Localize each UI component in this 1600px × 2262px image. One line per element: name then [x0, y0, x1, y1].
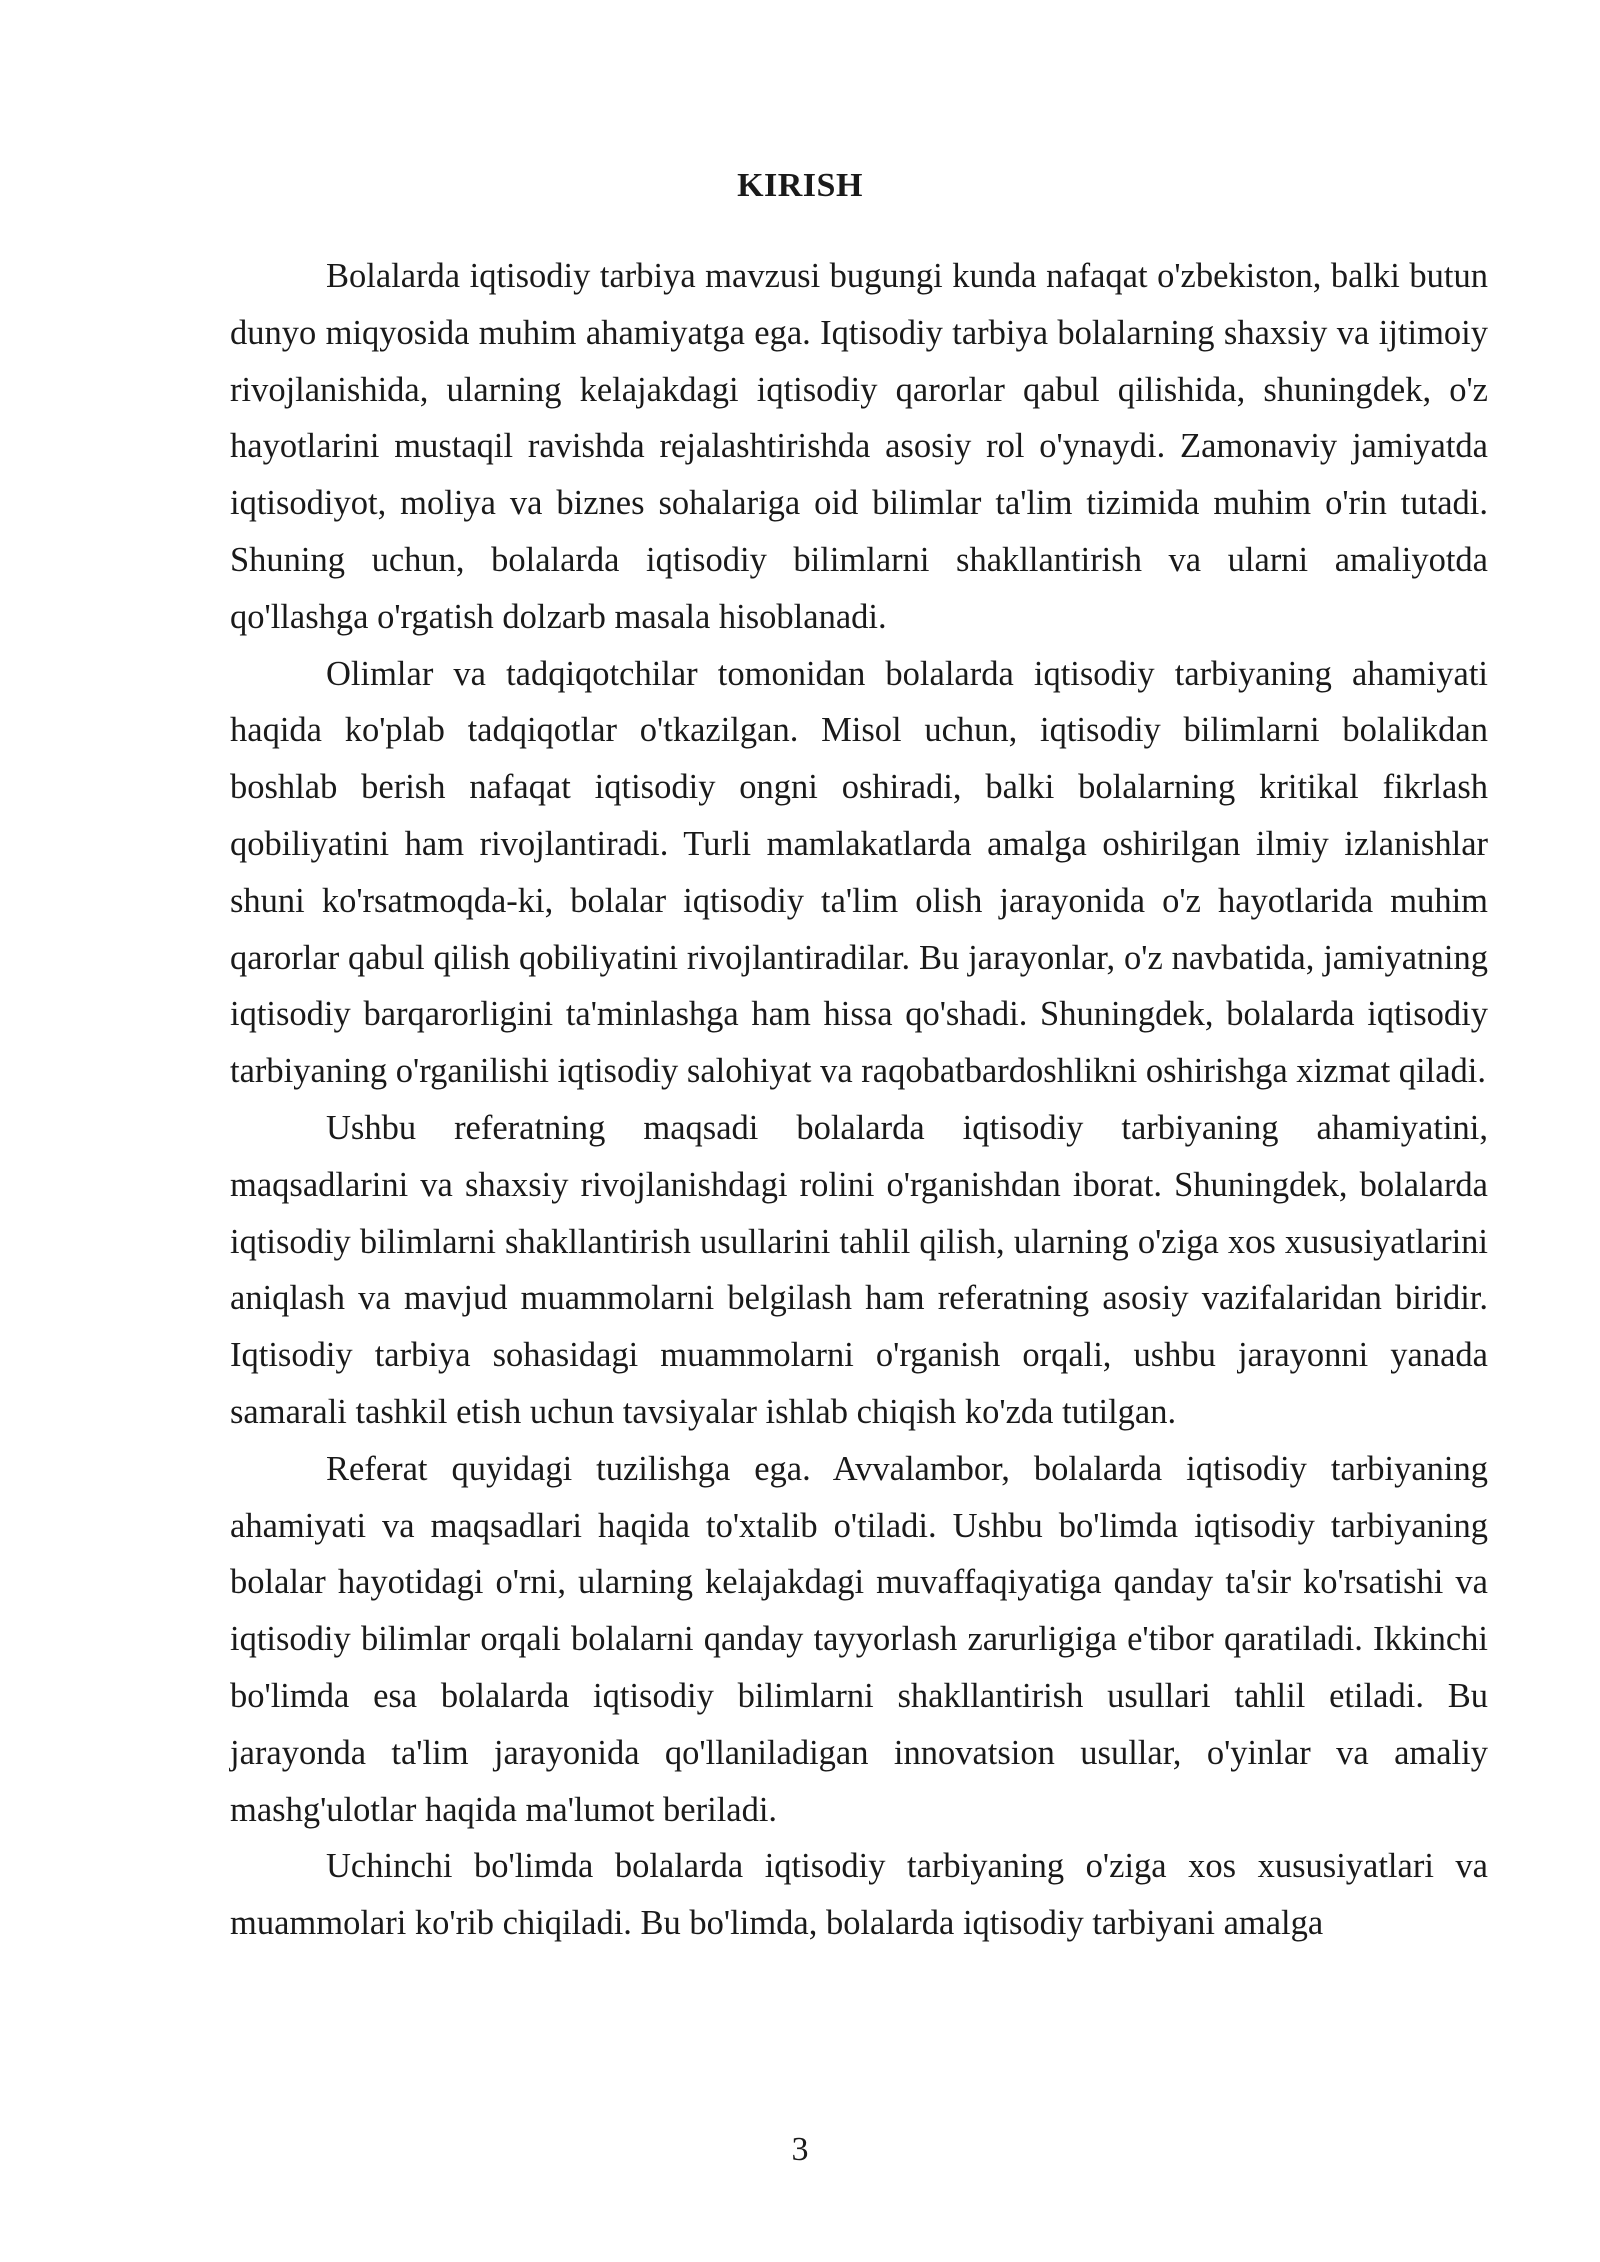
paragraph-4: Referat quyidagi tuzilishga ega. Avvalambor, bolalarda iqtisodiy tarbiyaning ahamiyati va maqsadlari haqida to'xtalib o'tiladi. Ushbu bo'limda iqtisodiy tarbiyaning bolalar hayotidagi o'rni, ularning kelajakdagi muvaffaqiyatiga qanday ta'sir ko'rsatishi va iqtisodiy bilimlar orqali bolalarni qanday tayyorlash zarurligiga e'tibor qaratiladi. Ikkinchi bo'limda esa bolalarda iqtisodiy bilimlarni shakllantirish usullari tahlil etiladi. Bu jarayonda ta'lim jarayonida qo'llaniladigan innovatsion usullar, o'yinlar va amaliy mashg'ulotlar haqida ma'lumot beriladi.	[230, 1449, 1488, 1829]
page-number: 3	[791, 2131, 809, 2168]
paragraph-1: Bolalarda iqtisodiy tarbiya mavzusi bugungi kunda nafaqat o'zbekiston, balki butun dunyo miqyosida muhim ahamiyatga ega. Iqtisodiy tarbiya bolalarning shaxsiy va ijtimoiy rivojlanishida, ularning kelajakdagi iqtisodiy qarorlar qabul qilishida, shuningdek, o'z hayotlarini mustaqil ravishda rejalashtirishda asosiy rol o'ynaydi. Zamonaviy jamiyatda iqtisodiyot, moliya va biznes sohalariga oid bilimlar ta'lim tizimida muhim o'rin tutadi. Shuning uchun, bolalarda iqtisodiy bilimlarni shakllantirish va ularni amaliyotda qo'llashga o'rgatish dolzarb masala hisoblanadi.	[230, 257, 1488, 636]
paragraph-5: Uchinchi bo'limda bolalarda iqtisodiy tarbiyaning o'ziga xos xususiyatlari va muammolari ko'rib chiqiladi. Bu bo'limda, bolalarda iqtisodiy tarbiyani amalga	[230, 1847, 1488, 1943]
body-text	[230, 248, 1488, 1952]
paragraph-3: Ushbu referatning maqsadi bolalarda iqtisodiy tarbiyaning ahamiyatini, maqsadlarini va shaxsiy rivojlanishdagi rolini o'rganishdan iborat. Shuningdek, bolalarda iqtisodiy bilimlarni shakllantirish usullarini tahlil qilish, ularning o'ziga xos xususiyatlarini aniqlash va mavjud muammolarni belgilash ham referatning asosiy vazifalaridan biridir. Iqtisodiy tarbiya sohasidagi muammolarni o'rganish orqali, ushbu jarayonni yanada samarali tashkil etish uchun tavsiyalar ishlab chiqish ko'zda tutilgan.	[230, 1108, 1488, 1431]
paragraph-2: Olimlar va tadqiqotchilar tomonidan bolalarda iqtisodiy tarbiyaning ahamiyati haqida ko'plab tadqiqotlar o'tkazilgan. Misol uchun, iqtisodiy bilimlarni bolalikdan boshlab berish nafaqat iqtisodiy ongni oshiradi, balki bolalarning kritikal fikrlash qobiliyatini ham rivojlantiradi. Turli mamlakatlarda amalga oshirilgan ilmiy izlanishlar shuni ko'rsatmoqda-ki, bolalar iqtisodiy ta'lim olish jarayonida o'z hayotlarida muhim qarorlar qabul qilish qobiliyatini rivojlantiradilar. Bu jarayonlar, o'z navbatida, jamiyatning iqtisodiy barqarorligini ta'minlashga ham hissa qo'shadi. Shuningdek, bolalarda iqtisodiy tarbiyaning o'rganilishi iqtisodiy salohiyat va raqobatbardoshlikni oshirishga xizmat qiladi.	[230, 654, 1488, 1091]
page-heading: KIRISH	[737, 167, 863, 204]
